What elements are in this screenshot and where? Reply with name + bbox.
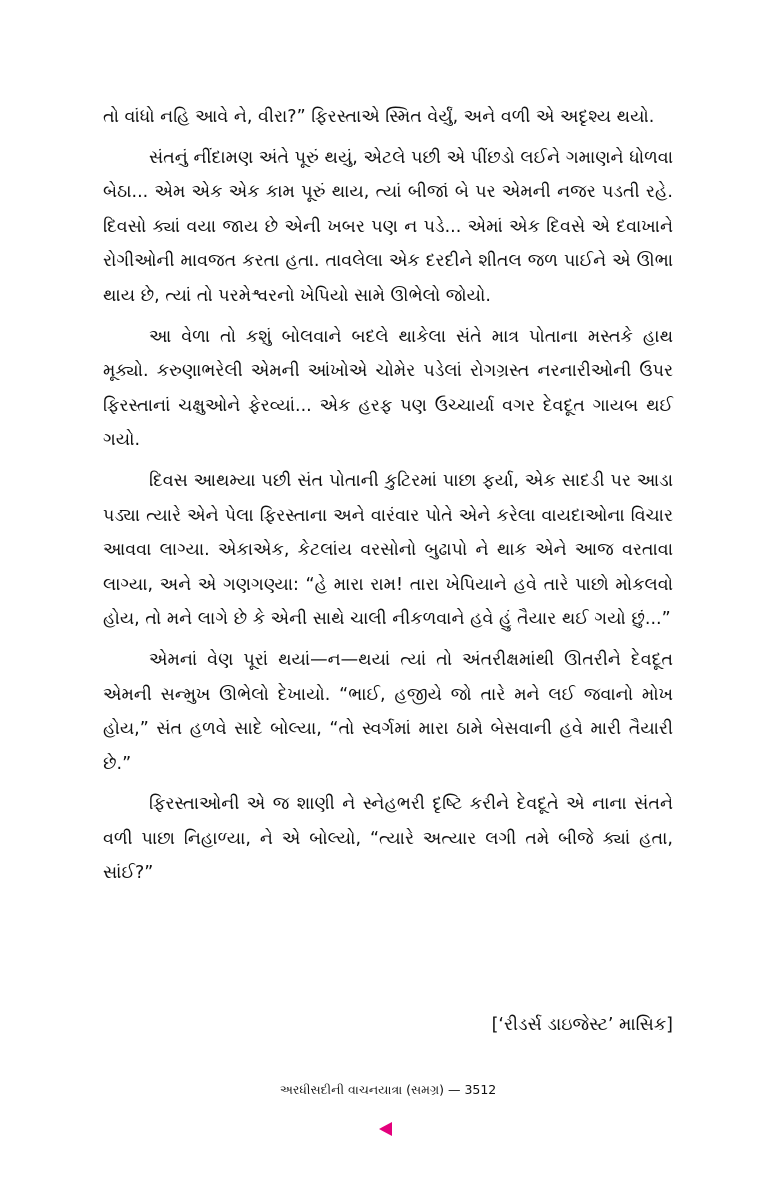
- paragraph-2: સંતનું નીંદામણ અંતે પૂરું થયું, એટલે પછી એ પીંછડો લઈને ગમાણને ધોળવા બેઠા... એમ એક એક કામ પૂરું થાય, ત્યાં બીજાં બે પર એમની નજર પડતી રહે. દિવસો ક્યાં વયા જાય છે એની ખબર પણ ન પડે... એમાં એક દિવસે એ દવાખાને રોગીઓની માવજત કરતા હતા. તાવલેલા એક દરદીને શીતલ જળ પાઈને એ ઊભા થાય છે, ત્યાં તો પરમેશ્વરનો ખેપિયો સામે ઊભેલો જોયો.: [103, 147, 673, 306]
- paragraph-1: તો વાંધો નહિ આવે ને, વીરા?” ફિરસ્તાએ સ્મિત વેર્યું, અને વળી એ અદૃશ્ય થયો.: [103, 107, 655, 127]
- paragraph-5: એમનાં વેણ પૂરાં થયાં—ન—થયાં ત્યાં તો અંતરીક્ષમાંથી ઊતરીને દેવદૂત એમની સન્મુખ ઊભેલો દેખાયો. “ભાઈ, હજીયે જો તારે મને લઈ જવાનો મોખ હોય,” સંત હળવે સાદે બોલ્યા, “તો સ્વર્ગમાં મારા ઠામે બેસવાની હવે મારી તૈયારી છે.”: [103, 649, 673, 774]
- paragraph-3: આ વેળા તો કશું બોલવાને બદલે થાકેલા સંતે માત્ર પોતાના મસ્તકે હાથ મૂક્યો. કરુણાભરેલી એમની આંખોએ ચોમેર પડેલાં રોગગ્રસ્ત નરનારીઓની ઉપર ફિરસ્તાનાં ચક્ષુઓને ફેરવ્યાં... એક હરફ પણ ઉચ્ચાર્યા વગર દેવદૂત ગાયબ થઈ ગયો.: [103, 326, 673, 451]
- page-body: [103, 100, 673, 897]
- triangle-left-icon[interactable]: [379, 1122, 392, 1136]
- paragraph-4: દિવસ આથમ્યા પછી સંત પોતાની કુટિરમાં પાછા ફર્યા, એક સાદડી પર આડા પડ્યા ત્યારે એને પેલા ફિરસ્તાના અને વારંવાર પોતે એને કરેલા વાયદાઓના વિચાર આવવા લાગ્યા. એકાએક, કેટલાંય વરસોનો બુઢાપો ને થાક એને આજ વરતાવા લાગ્યા, અને એ ગણગણ્યા: “હે મારા રામ! તારા ખેપિયાને હવે તારે પાછો મોકલવો હોય, તો મને લાગે છે કે એની સાથે ચાલી નીકળવાને હવે હું તૈયાર થઈ ગયો છું...”: [103, 470, 673, 630]
- paragraph-6: ફિરસ્તાઓની એ જ શાણી ને સ્નેહભરી દૃષ્ટિ કરીને દેવદૂતે એ નાના સંતને વળી પાછા નિહાળ્યા, ને એ બોલ્યો, “ત્યારે અત્યાર લગી તમે બીજે ક્યાં હતા, સાંઈ?”: [103, 794, 673, 884]
- source-citation: [‘રીડર્સ ડાઇજેસ્ટ’ માસિક]: [491, 1015, 673, 1035]
- page-footer: અરધીસદીની વાચનયાત્રા (સમગ્ર) — 3512: [279, 1082, 497, 1097]
